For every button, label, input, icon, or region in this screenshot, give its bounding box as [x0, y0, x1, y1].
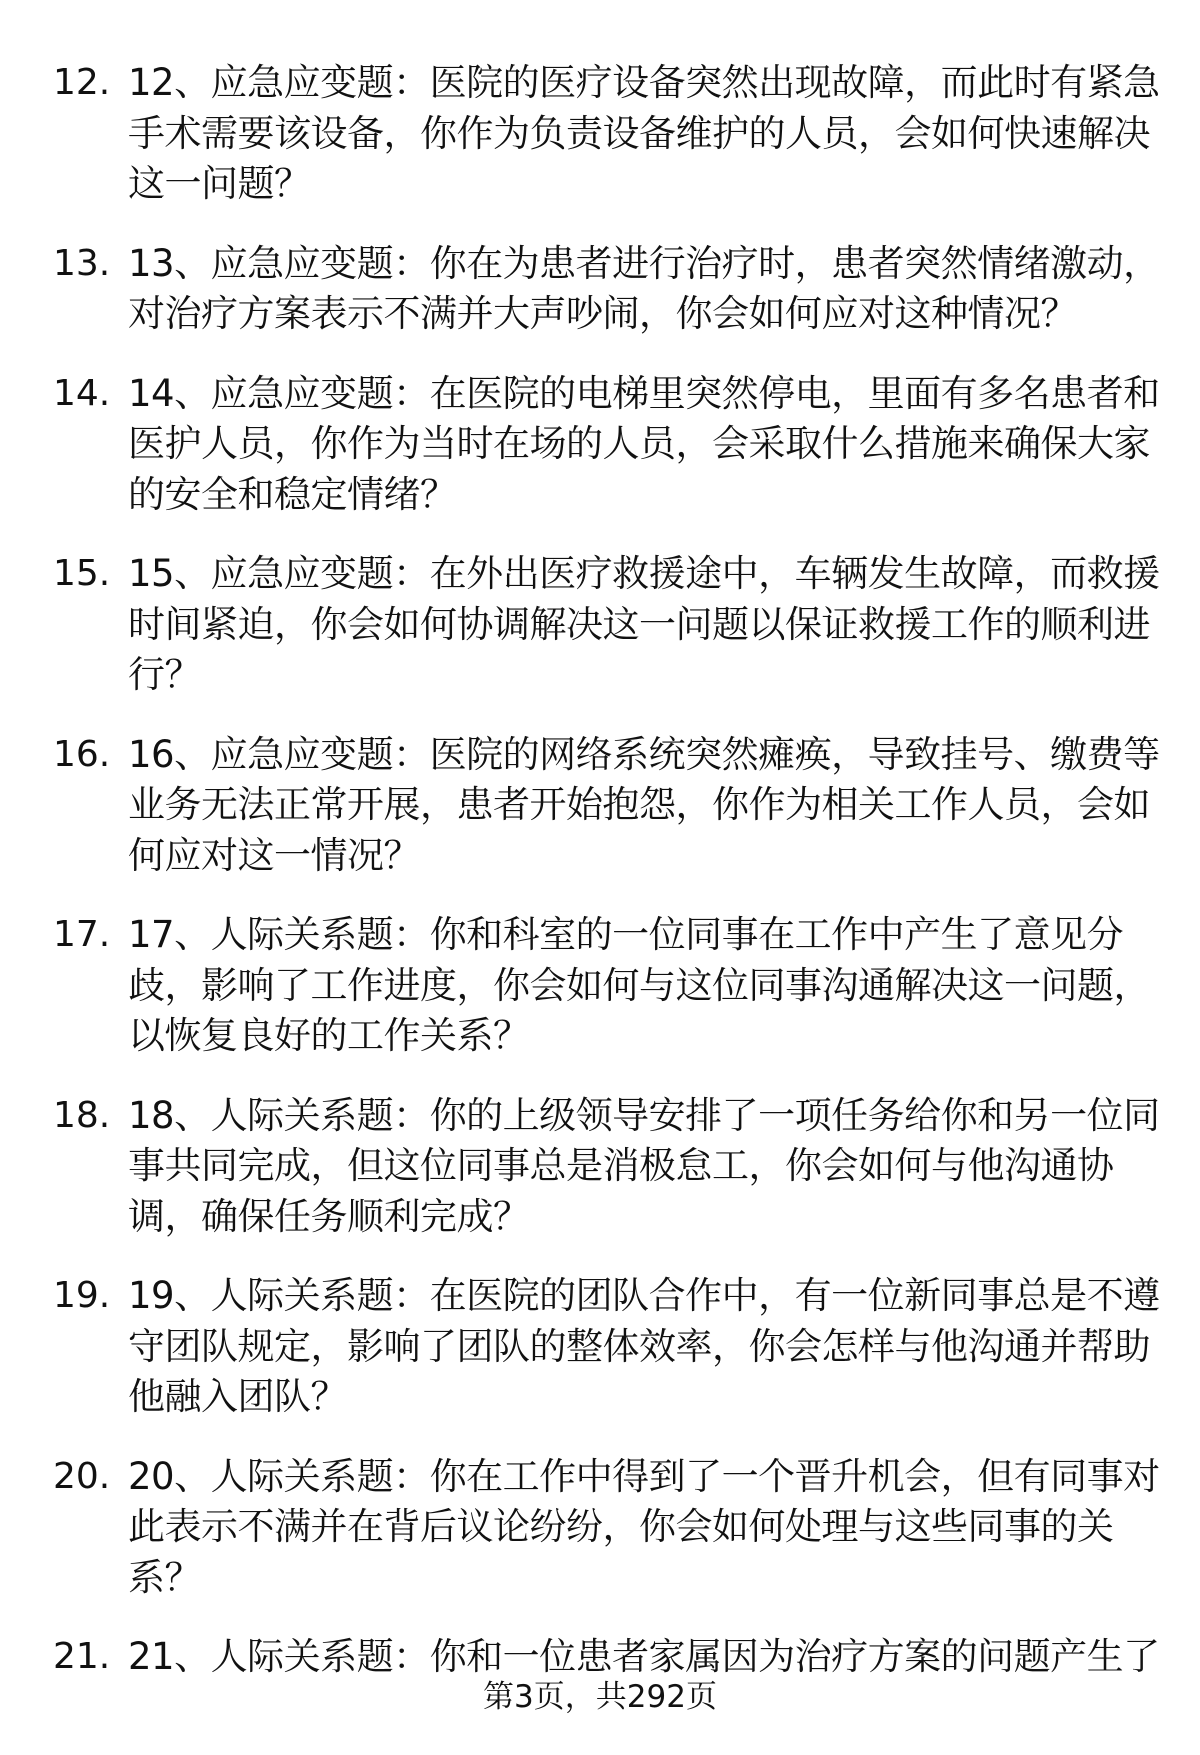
question-text-line: 17、人际关系题：你和科室的一位同事在工作中产生了意见分 — [128, 913, 1124, 956]
question-number: 15. — [53, 553, 111, 594]
question-text-line: 歧，影响了工作进度，你会如何与这位同事沟通解决这一问题， — [128, 963, 1150, 1007]
question-number: 18. — [53, 1094, 111, 1136]
question-list — [0, 58, 1200, 1715]
question-text — [128, 1632, 1200, 1683]
question-text — [128, 1091, 1200, 1243]
question-item — [0, 910, 1200, 1062]
question-text-line: 21、人际关系题：你和一位患者家属因为治疗方案的问题产生了 — [128, 1635, 1160, 1678]
question-text-line: 医护人员，你作为当时在场的人员，会采取什么措施来确保大家 — [128, 422, 1150, 465]
question-text-line: 18、人际关系题：你的上级领导安排了一项任务给你和另一位同 — [128, 1093, 1160, 1137]
question-item — [0, 239, 1200, 340]
question-text — [128, 1452, 1200, 1604]
question-text-line: 何应对这一情况？ — [128, 833, 420, 877]
question-item — [0, 369, 1200, 521]
question-text — [128, 549, 1200, 701]
question-item — [0, 1091, 1200, 1243]
question-item — [0, 1271, 1200, 1423]
question-number: 12. — [53, 62, 111, 103]
question-text-line: 守团队规定，影响了团队的整体效率，你会怎样与他沟通并帮助 — [128, 1324, 1150, 1368]
question-text-line: 他融入团队？ — [128, 1375, 347, 1418]
question-text-line: 对治疗方案表示不满并大声吵闹，你会如何应对这种情况？ — [128, 292, 1077, 335]
question-number: 19. — [53, 1275, 111, 1316]
question-text — [128, 730, 1200, 882]
question-text-line: 业务无法正常开展，患者开始抱怨，你作为相关工作人员，会如 — [128, 783, 1150, 826]
question-number: 14. — [53, 372, 111, 414]
question-text-line: 13、应急应变题：你在为患者进行治疗时，患者突然情绪激动， — [128, 241, 1160, 285]
question-item — [0, 549, 1200, 701]
question-item — [0, 1452, 1200, 1604]
question-text-line: 的安全和稳定情绪？ — [128, 472, 457, 516]
question-text-line: 20、人际关系题：你在工作中得到了一个晋升机会，但有同事对 — [128, 1454, 1160, 1498]
question-text-line: 这一问题？ — [128, 162, 311, 205]
question-text-line: 15、应急应变题：在外出医疗救援途中，车辆发生故障，而救援 — [128, 552, 1160, 595]
question-text-line: 行？ — [128, 653, 201, 696]
question-item — [0, 1632, 1200, 1683]
question-text-line: 手术需要该设备，你作为负责设备维护的人员，会如何快速解决 — [128, 111, 1150, 155]
question-text-line: 14、应急应变题：在医院的电梯里突然停电，里面有多名患者和 — [128, 371, 1160, 415]
question-text-line: 系？ — [128, 1555, 201, 1599]
question-item — [0, 58, 1200, 210]
question-number: 20. — [53, 1455, 111, 1497]
question-number: 13. — [53, 242, 111, 284]
question-text-line: 12、应急应变题：医院的医疗设备突然出现故障，而此时有紧急 — [128, 61, 1160, 104]
question-text — [128, 1271, 1200, 1423]
question-text-line: 以恢复良好的工作关系？ — [128, 1014, 530, 1057]
question-text-line: 时间紧迫，你会如何协调解决这一问题以保证救援工作的顺利进 — [128, 602, 1150, 646]
question-text — [128, 369, 1200, 521]
question-item — [0, 730, 1200, 882]
question-text-line: 此表示不满并在背后议论纷纷，你会如何处理与这些同事的关 — [128, 1505, 1114, 1548]
question-text — [128, 239, 1200, 340]
question-text-line: 事共同完成，但这位同事总是消极怠工，你会如何与他沟通协 — [128, 1144, 1114, 1187]
question-number: 17. — [53, 914, 111, 955]
question-number: 21. — [53, 1636, 111, 1677]
question-text — [128, 910, 1200, 1062]
question-text — [128, 58, 1200, 210]
question-text-line: 19、人际关系题：在医院的团队合作中，有一位新同事总是不遵 — [128, 1274, 1160, 1317]
question-number: 16. — [53, 733, 111, 775]
question-text-line: 调，确保任务顺利完成？ — [128, 1194, 530, 1238]
question-text-line: 16、应急应变题：医院的网络系统突然瘫痪，导致挂号、缴费等 — [128, 732, 1160, 776]
page-footer: 第3页，共292页 — [483, 1679, 717, 1715]
